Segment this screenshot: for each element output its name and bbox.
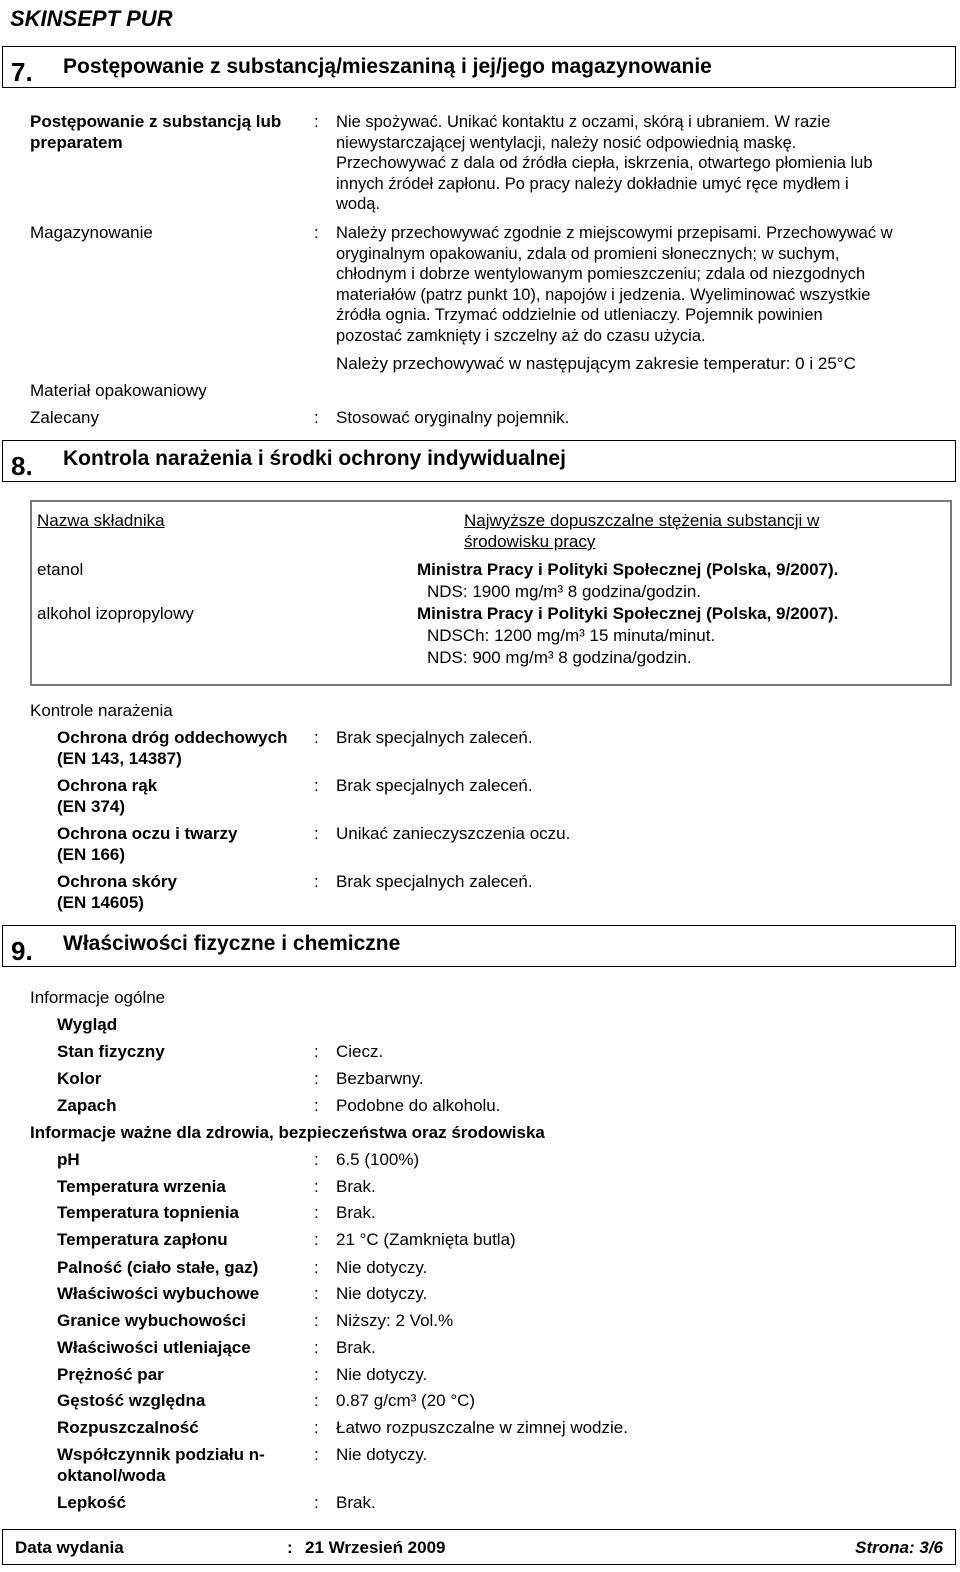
colon: : xyxy=(314,1445,319,1464)
storage-text: Należy przechowywać zgodnie z miejscowymi przepisami. Przechowywać w oryginalnym opakowaniu, zdala od promieni słonecznych; w suchym, chłodnym i dobrze wentylowanym pomieszczeniu; zdala od niezgodnych materiałów (patrz punkt 10), napojów i jedzenia. Wyeliminować wszystkie źródła ognia. Trzymać oddzielnie od utleniaczy. Pojemnik powinien pozostać zamknięty i szczelny aż do czasu użycia. xyxy=(336,224,893,345)
eye-protection-value: Unikać zanieczyszczenia oczu. xyxy=(336,824,571,843)
skin-protection-value: Brak specjalnych zaleceń. xyxy=(336,872,533,891)
table-row-source: Ministra Pracy i Polityki Społecznej (Polska, 9/2007). xyxy=(417,560,839,579)
physical-state-value: Ciecz. xyxy=(336,1042,384,1061)
color-label: Kolor xyxy=(57,1069,102,1088)
section-7-header xyxy=(2,46,956,88)
table-row-name: etanol xyxy=(37,560,84,579)
appearance-label: Wygląd xyxy=(57,1015,118,1034)
relative-density-label: Gęstość względna xyxy=(57,1391,206,1410)
hand-protection-label: Ochrona rąk xyxy=(57,776,158,795)
colon: : xyxy=(314,1493,319,1512)
explosive-properties-label: Właściwości wybuchowe xyxy=(57,1284,260,1303)
colon: : xyxy=(314,112,319,131)
boiling-point-label: Temperatura wrzenia xyxy=(57,1177,226,1196)
ph-label: pH xyxy=(57,1150,80,1169)
table-row-name: alkohol izopropylowy xyxy=(37,604,194,623)
section-number: 8. xyxy=(11,451,33,481)
relative-density-value: 0.87 g/cm³ (20 °C) xyxy=(336,1391,476,1410)
section-number: 9. xyxy=(11,936,33,966)
table-header-limits: Najwyższe dopuszczalne stężenia substancji w xyxy=(464,511,820,530)
colon: : xyxy=(314,223,319,242)
partition-coefficient-label-cont: oktanol/woda xyxy=(57,1466,166,1485)
issue-date-value: 21 Wrzesień 2009 xyxy=(305,1538,446,1557)
hand-protection-standard: (EN 374) xyxy=(57,797,126,816)
issue-date-label: Data wydania xyxy=(15,1538,124,1557)
flammability-value: Nie dotyczy. xyxy=(336,1258,428,1277)
color-value: Bezbarwny. xyxy=(336,1069,424,1088)
oxidizing-properties-value: Brak. xyxy=(336,1338,376,1357)
page-footer xyxy=(2,1529,956,1565)
section-8-header xyxy=(2,440,956,482)
colon: : xyxy=(314,1150,319,1169)
handling-label: Postępowanie z substancją lub xyxy=(30,112,282,131)
section-title: Postępowanie z substancją/mieszaniną i jej/jego magazynowanie xyxy=(63,55,712,78)
storage-temperature: Należy przechowywać w następującym zakresie temperatur: 0 i 25°C xyxy=(336,354,856,373)
section-9-header xyxy=(2,925,956,967)
table-header-component: Nazwa składnika xyxy=(37,511,165,530)
respiratory-protection-standard: (EN 143, 14387) xyxy=(57,749,182,768)
colon: : xyxy=(314,1391,319,1410)
colon: : xyxy=(287,1538,293,1557)
respiratory-protection-value: Brak specjalnych zaleceń. xyxy=(336,728,533,747)
partition-coefficient-label: Współczynnik podziału n- xyxy=(57,1445,265,1464)
colon: : xyxy=(314,872,319,891)
partition-coefficient-value: Nie dotyczy. xyxy=(336,1445,428,1464)
colon: : xyxy=(314,1284,319,1303)
flash-point-value: 21 °C (Zamknięta butla) xyxy=(336,1230,516,1249)
storage-label: Magazynowanie xyxy=(30,223,153,242)
colon: : xyxy=(314,824,319,843)
recommended-label: Zalecany xyxy=(30,408,99,427)
table-row-value: NDS: 1900 mg/m³ 8 godzina/godzin. xyxy=(427,582,702,601)
viscosity-label: Lepkość xyxy=(57,1493,126,1512)
section-title: Właściwości fizyczne i chemiczne xyxy=(63,932,401,955)
explosion-limits-label: Granice wybuchowości xyxy=(57,1311,246,1330)
colon: : xyxy=(314,1177,319,1196)
boiling-point-value: Brak. xyxy=(336,1177,376,1196)
colon: : xyxy=(314,776,319,795)
exposure-limits-table xyxy=(30,500,952,686)
colon: : xyxy=(314,1338,319,1357)
important-info-label: Informacje ważne dla zdrowia, bezpieczeństwa oraz środowiska xyxy=(30,1123,545,1142)
melting-point-value: Brak. xyxy=(336,1203,376,1222)
ph-value: 6.5 (100%) xyxy=(336,1150,420,1169)
colon: : xyxy=(314,728,319,747)
table-row-value: NDSCh: 1200 mg/m³ 15 minuta/minut. xyxy=(427,626,716,645)
skin-protection-label: Ochrona skóry xyxy=(57,872,177,891)
melting-point-label: Temperatura topnienia xyxy=(57,1203,239,1222)
colon: : xyxy=(314,1203,319,1222)
colon: : xyxy=(314,1258,319,1277)
section-number: 7. xyxy=(11,57,33,87)
solubility-label: Rozpuszczalność xyxy=(57,1418,199,1437)
colon: : xyxy=(314,1365,319,1384)
page-number: Strona: 3/6 xyxy=(855,1538,943,1557)
hand-protection-value: Brak specjalnych zaleceń. xyxy=(336,776,533,795)
skin-protection-standard: (EN 14605) xyxy=(57,893,144,912)
viscosity-value: Brak. xyxy=(336,1493,376,1512)
colon: : xyxy=(314,1096,319,1115)
vapor-pressure-label: Prężność par xyxy=(57,1365,164,1384)
respiratory-protection-label: Ochrona dróg oddechowych xyxy=(57,728,288,747)
section-title: Kontrola narażenia i środki ochrony indywidualnej xyxy=(63,447,566,470)
product-name: SKINSEPT PUR xyxy=(10,6,173,31)
table-row-value: NDS: 900 mg/m³ 8 godzina/godzin. xyxy=(427,648,692,667)
colon: : xyxy=(314,1042,319,1061)
colon: : xyxy=(314,1069,319,1088)
physical-state-label: Stan fizyczny xyxy=(57,1042,165,1061)
recommended-value: Stosować oryginalny pojemnik. xyxy=(336,408,570,427)
odor-value: Podobne do alkoholu. xyxy=(336,1096,501,1115)
explosion-limits-value: Niższy: 2 Vol.% xyxy=(336,1311,454,1330)
table-row-source: Ministra Pracy i Polityki Społecznej (Polska, 9/2007). xyxy=(417,604,839,623)
flash-point-label: Temperatura zapłonu xyxy=(57,1230,228,1249)
vapor-pressure-value: Nie dotyczy. xyxy=(336,1365,428,1384)
controls-label: Kontrole narażenia xyxy=(30,701,173,720)
table-header-limits-cont: środowisku pracy xyxy=(464,532,596,551)
solubility-value: Łatwo rozpuszczalne w zimnej wodzie. xyxy=(336,1418,628,1437)
handling-text: Nie spożywać. Unikać kontaktu z oczami, skórą i ubraniem. W razie niewystarczającej wentylacji, należy nosić odpowiednią maskę. Przechowywać z dala od źródła ciepła, iskrzenia, otwartego płomienia lub innych źródeł zapłonu. Po pracy należy dokładnie umyć ręce mydłem i wodą. xyxy=(336,113,873,213)
eye-protection-label: Ochrona oczu i twarzy xyxy=(57,824,238,843)
packaging-label: Materiał opakowaniowy xyxy=(30,381,207,400)
colon: : xyxy=(314,1230,319,1249)
explosive-properties-value: Nie dotyczy. xyxy=(336,1284,428,1303)
colon: : xyxy=(314,1311,319,1330)
colon: : xyxy=(314,408,319,427)
eye-protection-standard: (EN 166) xyxy=(57,845,126,864)
oxidizing-properties-label: Właściwości utleniające xyxy=(57,1338,251,1357)
odor-label: Zapach xyxy=(57,1096,117,1115)
handling-label-cont: preparatem xyxy=(30,133,123,152)
flammability-label: Palność (ciało stałe, gaz) xyxy=(57,1258,259,1277)
general-info-label: Informacje ogólne xyxy=(30,988,166,1007)
colon: : xyxy=(314,1418,319,1437)
